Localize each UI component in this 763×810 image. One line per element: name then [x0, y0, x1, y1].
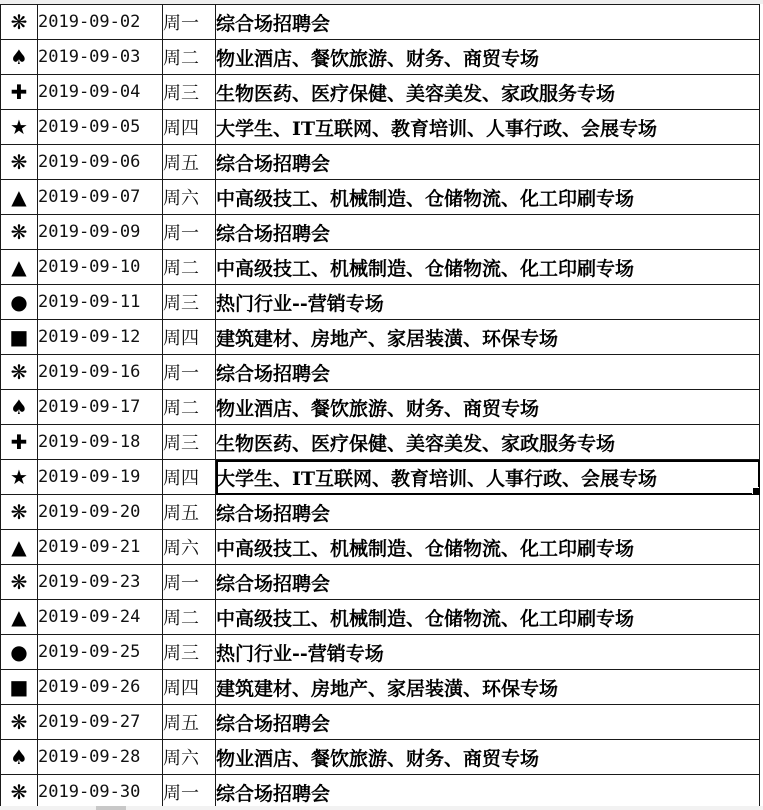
- topic-cell[interactable]: [216, 110, 760, 145]
- topic-cell[interactable]: [216, 600, 760, 635]
- weekday-cell[interactable]: [163, 355, 216, 390]
- symbol-text: ♠: [10, 45, 28, 69]
- cross-icon[interactable]: [1, 425, 38, 460]
- day-text: 周五: [163, 153, 199, 174]
- topic-cell[interactable]: [216, 740, 760, 775]
- day-text: 周一: [163, 363, 199, 384]
- fill-handle[interactable]: [752, 487, 760, 495]
- weekday-cell[interactable]: [163, 600, 216, 635]
- table-row: [1, 600, 760, 635]
- topic-text: 中高级技工、机械制造、仓储物流、化工印刷专场: [216, 257, 635, 280]
- schedule-table-body: [1, 5, 760, 810]
- table-row: [1, 215, 760, 250]
- date-cell[interactable]: [38, 775, 163, 810]
- table-row: [1, 530, 760, 565]
- weekday-cell[interactable]: [163, 390, 216, 425]
- date-cell[interactable]: [38, 320, 163, 355]
- triangle-icon[interactable]: [1, 530, 38, 565]
- circle-icon[interactable]: [1, 285, 38, 320]
- table-row: [1, 320, 760, 355]
- topic-text: 热门行业--营销专场: [216, 292, 384, 315]
- date-cell[interactable]: [38, 565, 163, 600]
- weekday-cell[interactable]: [163, 705, 216, 740]
- table-row: [1, 635, 760, 670]
- topic-cell[interactable]: [216, 635, 760, 670]
- weekday-cell[interactable]: [163, 250, 216, 285]
- asterisk-flower-icon[interactable]: [1, 355, 38, 390]
- symbol-text: ❋: [10, 10, 28, 34]
- date-text: 2019-09-17: [38, 397, 141, 417]
- date-text: 2019-09-05: [38, 117, 141, 137]
- weekday-cell[interactable]: [163, 565, 216, 600]
- square-icon[interactable]: [1, 670, 38, 705]
- topic-text: 物业酒店、餐饮旅游、财务、商贸专场: [216, 47, 540, 70]
- weekday-cell[interactable]: [163, 180, 216, 215]
- date-text: 2019-09-30: [38, 782, 141, 802]
- date-text: 2019-09-28: [38, 747, 141, 767]
- topic-text: 中高级技工、机械制造、仓储物流、化工印刷专场: [216, 607, 635, 630]
- day-text: 周三: [163, 293, 199, 314]
- date-cell[interactable]: [38, 670, 163, 705]
- topic-cell[interactable]: [216, 355, 760, 390]
- asterisk-flower-icon[interactable]: [1, 565, 38, 600]
- weekday-cell[interactable]: [163, 145, 216, 180]
- date-cell[interactable]: [38, 390, 163, 425]
- weekday-cell[interactable]: [163, 740, 216, 775]
- date-text: 2019-09-09: [38, 222, 141, 242]
- symbol-text: ■: [9, 675, 29, 699]
- date-cell[interactable]: [38, 180, 163, 215]
- table-row: [1, 355, 760, 390]
- symbol-text: ❋: [10, 150, 28, 174]
- star-icon[interactable]: [1, 460, 38, 495]
- table-row: [1, 565, 760, 600]
- date-cell[interactable]: [38, 740, 163, 775]
- horizontal-scrollbar-thumb[interactable]: [96, 806, 126, 810]
- asterisk-flower-icon[interactable]: [1, 775, 38, 810]
- topic-text: 综合场招聘会: [216, 572, 331, 595]
- symbol-text: ★: [10, 465, 28, 489]
- table-row: [1, 670, 760, 705]
- day-text: 周五: [163, 713, 199, 734]
- date-text: 2019-09-20: [38, 502, 141, 522]
- table-row: [1, 425, 760, 460]
- weekday-cell[interactable]: [163, 530, 216, 565]
- date-cell[interactable]: [38, 425, 163, 460]
- date-text: 2019-09-23: [38, 572, 141, 592]
- topic-text: 热门行业--营销专场: [216, 642, 384, 665]
- topic-text: 综合场招聘会: [216, 152, 331, 175]
- table-row: [1, 390, 760, 425]
- topic-cell[interactable]: [216, 215, 760, 250]
- table-row: [1, 40, 760, 75]
- table-row: [1, 740, 760, 775]
- day-text: 周四: [163, 118, 199, 139]
- symbol-text: ★: [10, 115, 28, 139]
- symbol-text: ■: [9, 325, 29, 349]
- table-row: [1, 460, 760, 495]
- date-cell[interactable]: [38, 355, 163, 390]
- topic-text: 中高级技工、机械制造、仓储物流、化工印刷专场: [216, 187, 635, 210]
- table-row: [1, 5, 760, 40]
- weekday-cell[interactable]: [163, 285, 216, 320]
- asterisk-flower-icon[interactable]: [1, 705, 38, 740]
- date-text: 2019-09-10: [38, 257, 141, 277]
- symbol-text: ✚: [10, 80, 28, 104]
- topic-text: 生物医药、医疗保健、美容美发、家政服务专场: [216, 82, 616, 105]
- square-icon[interactable]: [1, 320, 38, 355]
- table-row: [1, 705, 760, 740]
- topic-text: 大学生、IT互联网、教育培训、人事行政、会展专场: [216, 117, 658, 140]
- day-text: 周四: [163, 328, 199, 349]
- spade-icon[interactable]: [1, 390, 38, 425]
- symbol-text: ❋: [10, 710, 28, 734]
- topic-cell[interactable]: [216, 495, 760, 530]
- asterisk-flower-icon[interactable]: [1, 145, 38, 180]
- day-text: 周二: [163, 258, 199, 279]
- day-text: 周六: [163, 188, 199, 209]
- weekday-cell[interactable]: [163, 670, 216, 705]
- day-text: 周三: [163, 83, 199, 104]
- triangle-icon[interactable]: [1, 180, 38, 215]
- selected-cell[interactable]: [216, 460, 760, 495]
- table-row: [1, 110, 760, 145]
- symbol-text: ❋: [10, 500, 28, 524]
- day-text: 周六: [163, 538, 199, 559]
- weekday-cell[interactable]: [163, 635, 216, 670]
- symbol-text: ♠: [10, 745, 28, 769]
- date-text: 2019-09-16: [38, 362, 141, 382]
- topic-cell[interactable]: [216, 425, 760, 460]
- topic-cell[interactable]: [216, 180, 760, 215]
- day-text: 周一: [163, 13, 199, 34]
- symbol-text: ●: [10, 640, 28, 664]
- topic-cell[interactable]: [216, 530, 760, 565]
- symbol-text: ▲: [11, 535, 27, 559]
- topic-text: 综合场招聘会: [216, 782, 331, 805]
- triangle-icon[interactable]: [1, 600, 38, 635]
- weekday-cell[interactable]: [163, 460, 216, 495]
- date-cell[interactable]: [38, 530, 163, 565]
- date-cell[interactable]: [38, 495, 163, 530]
- topic-text: 物业酒店、餐饮旅游、财务、商贸专场: [216, 747, 540, 770]
- date-text: 2019-09-27: [38, 712, 141, 732]
- day-text: 周一: [163, 223, 199, 244]
- schedule-table: [0, 4, 760, 810]
- date-text: 2019-09-11: [38, 292, 141, 312]
- weekday-cell[interactable]: [163, 75, 216, 110]
- day-text: 周五: [163, 503, 199, 524]
- table-row: [1, 75, 760, 110]
- weekday-cell[interactable]: [163, 215, 216, 250]
- date-text: 2019-09-07: [38, 187, 141, 207]
- date-text: 2019-09-06: [38, 152, 141, 172]
- date-text: 2019-09-03: [38, 47, 141, 67]
- table-row: [1, 285, 760, 320]
- topic-text: 综合场招聘会: [216, 502, 331, 525]
- topic-text: 生物医药、医疗保健、美容美发、家政服务专场: [216, 432, 616, 455]
- weekday-cell[interactable]: [163, 425, 216, 460]
- topic-text: 物业酒店、餐饮旅游、财务、商贸专场: [216, 397, 540, 420]
- topic-cell[interactable]: [216, 145, 760, 180]
- date-text: 2019-09-12: [38, 327, 141, 347]
- day-text: 周四: [163, 468, 199, 489]
- date-cell[interactable]: [38, 705, 163, 740]
- topic-text: 中高级技工、机械制造、仓储物流、化工印刷专场: [216, 537, 635, 560]
- weekday-cell[interactable]: [163, 40, 216, 75]
- table-row: [1, 180, 760, 215]
- date-text: 2019-09-25: [38, 642, 141, 662]
- date-cell[interactable]: [38, 40, 163, 75]
- symbol-text: ❋: [10, 360, 28, 384]
- date-cell[interactable]: [38, 250, 163, 285]
- weekday-cell[interactable]: [163, 320, 216, 355]
- day-text: 周六: [163, 748, 199, 769]
- topic-cell[interactable]: [216, 250, 760, 285]
- date-cell[interactable]: [38, 75, 163, 110]
- topic-cell[interactable]: [216, 5, 760, 40]
- date-cell[interactable]: [38, 5, 163, 40]
- date-cell[interactable]: [38, 145, 163, 180]
- weekday-cell[interactable]: [163, 775, 216, 810]
- topic-cell[interactable]: [216, 390, 760, 425]
- weekday-cell[interactable]: [163, 110, 216, 145]
- day-text: 周四: [163, 678, 199, 699]
- date-cell[interactable]: [38, 460, 163, 495]
- topic-text: 综合场招聘会: [216, 12, 331, 35]
- topic-cell[interactable]: [216, 705, 760, 740]
- topic-cell[interactable]: [216, 285, 760, 320]
- date-cell[interactable]: [38, 215, 163, 250]
- date-cell[interactable]: [38, 110, 163, 145]
- topic-text: 综合场招聘会: [216, 222, 331, 245]
- date-cell[interactable]: [38, 635, 163, 670]
- date-text: 2019-09-19: [38, 467, 141, 487]
- symbol-text: ▲: [11, 185, 27, 209]
- topic-text: 建筑建材、房地产、家居装潢、环保专场: [216, 677, 559, 700]
- symbol-text: ▲: [11, 605, 27, 629]
- topic-text: 大学生、IT互联网、教育培训、人事行政、会展专场: [216, 467, 658, 490]
- topic-cell[interactable]: [216, 670, 760, 705]
- triangle-icon[interactable]: [1, 250, 38, 285]
- topic-cell[interactable]: [216, 40, 760, 75]
- table-row: [1, 775, 760, 810]
- symbol-text: ♠: [10, 395, 28, 419]
- star-icon[interactable]: [1, 110, 38, 145]
- spade-icon[interactable]: [1, 40, 38, 75]
- spade-icon[interactable]: [1, 740, 38, 775]
- circle-icon[interactable]: [1, 635, 38, 670]
- topic-cell[interactable]: [216, 565, 760, 600]
- date-text: 2019-09-26: [38, 677, 141, 697]
- date-text: 2019-09-18: [38, 432, 141, 452]
- date-text: 2019-09-24: [38, 607, 141, 627]
- day-text: 周三: [163, 643, 199, 664]
- day-text: 周二: [163, 48, 199, 69]
- topic-text: 建筑建材、房地产、家居装潢、环保专场: [216, 327, 559, 350]
- asterisk-flower-icon[interactable]: [1, 215, 38, 250]
- table-row: [1, 250, 760, 285]
- symbol-text: ▲: [11, 255, 27, 279]
- day-text: 周二: [163, 608, 199, 629]
- topic-cell[interactable]: [216, 320, 760, 355]
- date-text: 2019-09-21: [38, 537, 141, 557]
- asterisk-flower-icon[interactable]: [1, 5, 38, 40]
- table-row: [1, 495, 760, 530]
- topic-cell[interactable]: [216, 775, 760, 810]
- day-text: 周三: [163, 433, 199, 454]
- topic-cell[interactable]: [216, 75, 760, 110]
- symbol-text: ✚: [10, 430, 28, 454]
- day-text: 周一: [163, 573, 199, 594]
- symbol-text: ❋: [10, 780, 28, 804]
- date-cell[interactable]: [38, 285, 163, 320]
- topic-text: 综合场招聘会: [216, 362, 331, 385]
- date-text: 2019-09-04: [38, 82, 141, 102]
- symbol-text: ●: [10, 290, 28, 314]
- weekday-cell[interactable]: [163, 5, 216, 40]
- table-row: [1, 145, 760, 180]
- date-text: 2019-09-02: [38, 12, 141, 32]
- symbol-text: ❋: [10, 570, 28, 594]
- date-cell[interactable]: [38, 600, 163, 635]
- day-text: 周一: [163, 783, 199, 804]
- cross-icon[interactable]: [1, 75, 38, 110]
- asterisk-flower-icon[interactable]: [1, 495, 38, 530]
- topic-text: 综合场招聘会: [216, 712, 331, 735]
- symbol-text: ❋: [10, 220, 28, 244]
- day-text: 周二: [163, 398, 199, 419]
- weekday-cell[interactable]: [163, 495, 216, 530]
